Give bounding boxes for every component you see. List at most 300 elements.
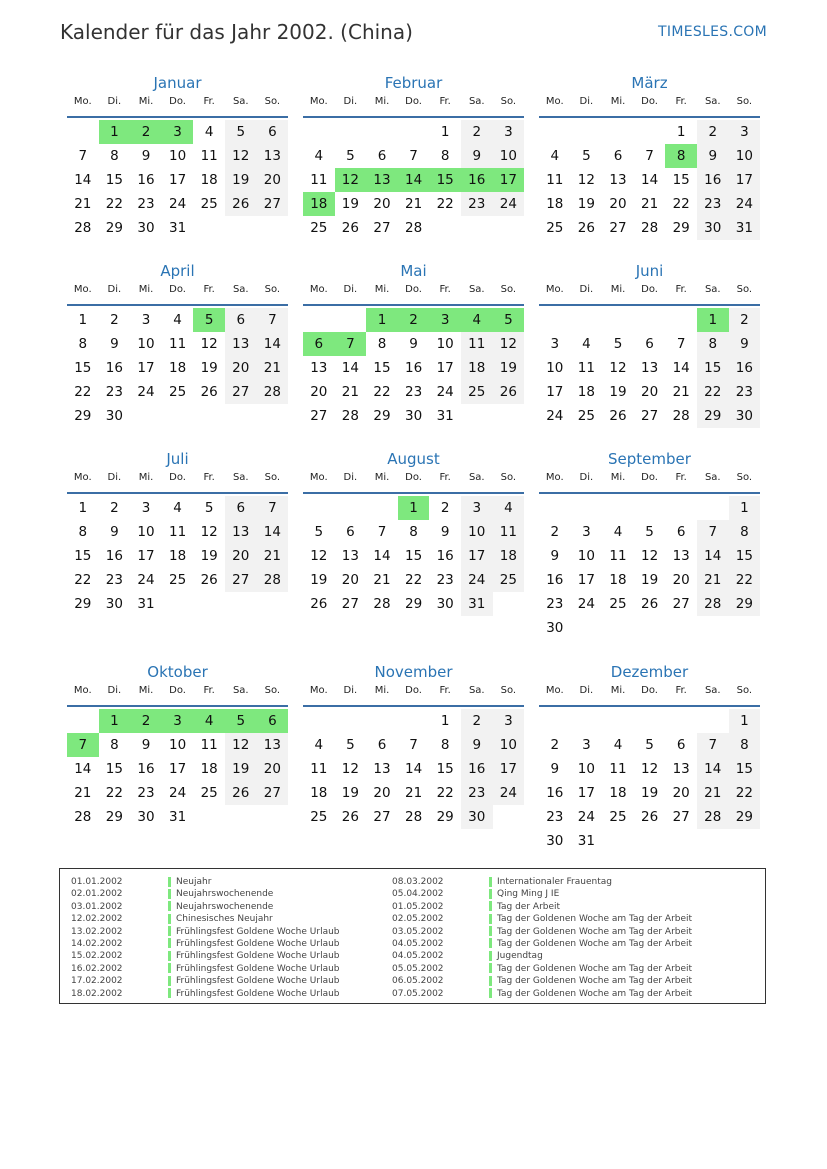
empty-cell: [539, 120, 571, 144]
day-cell: 4: [173, 312, 182, 328]
day-cell: 26: [341, 809, 359, 825]
day-cell: 16: [404, 360, 423, 376]
day-cell: 12: [200, 524, 218, 540]
weekday-label: Di.: [343, 284, 358, 295]
day-cell: 7: [697, 520, 729, 544]
day-cell: 6: [377, 148, 387, 164]
month-name: Februar: [384, 74, 443, 92]
day-cell: 9: [110, 524, 119, 540]
holiday-day: 4: [461, 308, 493, 332]
day-cell: 30: [137, 220, 155, 236]
day-cell: 4: [613, 524, 623, 540]
day-grid: [303, 496, 524, 616]
weekday-label: Fr.: [439, 284, 451, 295]
holiday-marker-icon: [489, 951, 492, 961]
day-grid: [67, 120, 288, 240]
day-cell: 10: [546, 360, 564, 376]
day-cell: 2: [461, 120, 493, 144]
day-cell: 27: [640, 408, 659, 424]
day-cell: 29: [672, 220, 690, 236]
weekday-label: Do.: [169, 472, 186, 483]
weekday-label: Di.: [107, 284, 122, 295]
day-cell: 9: [440, 524, 450, 540]
legend-holiday-name: Tag der Arbeit: [497, 901, 561, 912]
holiday-day: 7: [335, 332, 367, 356]
day-cell: 20: [609, 196, 627, 212]
day-cell: 10: [493, 144, 525, 168]
day-cell: 24: [493, 781, 525, 805]
day-cell: 18: [200, 761, 218, 777]
day-cell: 23: [137, 785, 155, 801]
day-cell: 2: [110, 500, 119, 516]
day-cell: 28: [640, 220, 659, 236]
brand-link[interactable]: TIMESLES.COM: [658, 24, 767, 40]
holiday-legend: [59, 868, 766, 1004]
legend-holiday-name: Neujahrswochenende: [176, 889, 274, 900]
empty-cell: [335, 120, 367, 144]
day-cell: 25: [546, 220, 564, 236]
holiday-day: 1: [99, 709, 131, 733]
empty-cell: [634, 120, 666, 144]
day-cell: 19: [225, 757, 257, 781]
weekday-label: Fr.: [675, 96, 687, 107]
holiday-marker-icon: [168, 914, 171, 924]
weekday-label: Sa.: [232, 96, 249, 107]
day-cell: 3: [141, 500, 151, 516]
day-cell: 21: [341, 384, 359, 400]
day-cell: 19: [341, 785, 359, 801]
day-cell: 7: [645, 148, 654, 164]
weekday-label: Fr.: [203, 96, 215, 107]
day-cell: 20: [672, 572, 690, 588]
day-cell: 2: [461, 709, 493, 733]
day-cell: 3: [729, 120, 761, 144]
month-mai: [303, 260, 524, 428]
day-cell: 4: [314, 737, 324, 753]
weekday-header: [539, 470, 760, 494]
day-cell: 13: [257, 144, 289, 168]
month-februar: [303, 72, 524, 240]
day-cell: 10: [461, 520, 493, 544]
day-cell: 1: [676, 124, 686, 140]
legend-holiday-name: Tag der Goldenen Woche am Tag der Arbeit: [497, 938, 693, 949]
day-cell: 5: [645, 737, 654, 753]
day-cell: 12: [609, 360, 627, 376]
empty-cell: [571, 120, 603, 144]
day-cell: 14: [640, 172, 659, 188]
holiday-day: 8: [665, 144, 697, 168]
day-cell: 26: [640, 809, 659, 825]
day-cell: 17: [168, 172, 187, 188]
day-cell: 6: [613, 148, 623, 164]
day-cell: 17: [137, 360, 155, 376]
day-cell: 29: [729, 805, 761, 829]
day-cell: 5: [225, 120, 257, 144]
day-cell: 9: [697, 144, 729, 168]
legend-holiday-name: Tag der Goldenen Woche am Tag der Arbeit: [497, 988, 693, 999]
weekday-label: So.: [500, 96, 517, 107]
day-cell: 21: [257, 356, 289, 380]
day-cell: 19: [200, 360, 218, 376]
day-cell: 5: [314, 524, 324, 540]
day-cell: 22: [436, 785, 454, 801]
holiday-day: 16: [461, 168, 493, 192]
empty-cell: [539, 308, 571, 332]
day-cell: 10: [577, 761, 595, 777]
day-cell: 6: [676, 524, 686, 540]
day-cell: 6: [346, 524, 355, 540]
holiday-marker-icon: [489, 988, 492, 998]
legend-column-right: [392, 876, 692, 1000]
day-cell: 1: [729, 709, 761, 733]
day-cell: 29: [74, 408, 92, 424]
day-cell: 20: [257, 757, 289, 781]
weekday-label: Fr.: [203, 685, 215, 696]
legend-holiday-name: Frühlingsfest Goldene Woche Urlaub: [176, 963, 340, 974]
month-juli: [67, 448, 288, 616]
day-cell: 26: [640, 596, 659, 612]
day-cell: 29: [697, 404, 729, 428]
day-cell: 6: [225, 308, 257, 332]
day-cell: 23: [697, 192, 729, 216]
day-cell: 5: [204, 500, 214, 516]
day-cell: 10: [168, 148, 187, 164]
holiday-day: 1: [697, 308, 729, 332]
weekday-label: Sa.: [232, 685, 249, 696]
weekday-label: Fr.: [203, 284, 215, 295]
day-cell: 23: [105, 572, 123, 588]
legend-row: [71, 975, 340, 987]
day-cell: 29: [436, 809, 454, 825]
holiday-marker-icon: [489, 877, 492, 887]
month-januar: [67, 72, 288, 240]
day-cell: 20: [225, 356, 257, 380]
day-cell: 30: [697, 216, 729, 240]
day-cell: 28: [341, 408, 359, 424]
empty-cell: [602, 496, 634, 520]
day-cell: 12: [225, 144, 257, 168]
day-cell: 13: [373, 761, 391, 777]
day-cell: 2: [550, 737, 560, 753]
day-cell: 22: [373, 384, 391, 400]
holiday-marker-icon: [489, 926, 492, 936]
day-cell: 24: [729, 192, 761, 216]
day-cell: 21: [697, 781, 729, 805]
holiday-day: 3: [429, 308, 461, 332]
day-cell: 14: [257, 520, 289, 544]
day-cell: 7: [409, 737, 418, 753]
day-cell: 31: [729, 216, 761, 240]
day-cell: 19: [310, 572, 328, 588]
day-cell: 1: [78, 500, 88, 516]
weekday-label: Mi.: [610, 685, 626, 696]
empty-cell: [602, 120, 634, 144]
day-cell: 2: [729, 308, 761, 332]
weekday-label: Di.: [579, 685, 594, 696]
day-cell: 18: [461, 356, 493, 380]
day-cell: 15: [729, 757, 761, 781]
day-cell: 17: [577, 785, 595, 801]
day-cell: 3: [461, 496, 493, 520]
empty-cell: [303, 496, 335, 520]
empty-cell: [571, 496, 603, 520]
day-cell: 17: [436, 360, 454, 376]
day-cell: 13: [310, 360, 328, 376]
day-cell: 31: [168, 809, 187, 825]
weekday-label: Sa.: [704, 96, 721, 107]
day-cell: 16: [461, 757, 493, 781]
weekday-label: Fr.: [439, 472, 451, 483]
legend-date: 08.03.2002: [392, 877, 444, 887]
holiday-day: 6: [303, 332, 335, 356]
day-cell: 4: [582, 336, 591, 352]
weekday-label: Di.: [107, 472, 122, 483]
day-cell: 14: [74, 761, 92, 777]
day-grid: [303, 709, 524, 829]
day-cell: 22: [74, 384, 92, 400]
day-cell: 14: [74, 172, 92, 188]
day-cell: 24: [546, 408, 564, 424]
day-cell: 7: [78, 148, 88, 164]
day-cell: 23: [436, 572, 454, 588]
legend-date: 13.02.2002: [71, 926, 123, 937]
empty-cell: [366, 120, 398, 144]
day-cell: 12: [640, 761, 659, 777]
weekday-header: [67, 683, 288, 707]
legend-date: 02.01.2002: [71, 889, 123, 900]
empty-cell: [602, 308, 634, 332]
day-cell: 22: [436, 196, 454, 212]
day-cell: 7: [257, 496, 289, 520]
empty-cell: [539, 496, 571, 520]
day-cell: 25: [577, 408, 595, 424]
holiday-marker-icon: [168, 901, 171, 911]
legend-date: 06.05.2002: [392, 976, 444, 987]
month-april: [67, 260, 288, 428]
day-cell: 22: [697, 380, 729, 404]
day-cell: 10: [436, 336, 454, 352]
day-cell: 6: [645, 336, 654, 352]
legend-holiday-name: Tag der Goldenen Woche am Tag der Arbeit: [497, 963, 693, 974]
weekday-label: Mo.: [73, 685, 92, 696]
day-cell: 27: [373, 809, 391, 825]
day-cell: 21: [672, 384, 690, 400]
day-cell: 15: [697, 356, 729, 380]
holiday-day: 5: [193, 308, 225, 332]
day-cell: 4: [173, 500, 182, 516]
weekday-label: Do.: [405, 472, 422, 483]
day-cell: 20: [373, 785, 391, 801]
weekday-label: So.: [500, 284, 517, 295]
weekday-header: [539, 94, 760, 118]
day-cell: 29: [729, 592, 761, 616]
legend-date: 18.02.2002: [71, 988, 123, 999]
day-cell: 27: [310, 408, 328, 424]
weekday-label: Mi.: [374, 472, 390, 483]
day-cell: 12: [225, 733, 257, 757]
day-cell: 8: [78, 336, 88, 352]
weekday-label: Di.: [579, 472, 594, 483]
weekday-label: Mi.: [138, 685, 154, 696]
weekday-label: Fr.: [675, 472, 687, 483]
legend-holiday-name: Frühlingsfest Goldene Woche Urlaub: [176, 926, 340, 937]
day-cell: 19: [609, 384, 627, 400]
day-cell: 10: [493, 733, 525, 757]
day-cell: 1: [440, 124, 450, 140]
month-name: Juni: [635, 262, 664, 280]
day-cell: 11: [461, 332, 493, 356]
weekday-label: Sa.: [704, 472, 721, 483]
day-cell: 13: [341, 548, 359, 564]
empty-cell: [335, 496, 367, 520]
day-cell: 27: [672, 809, 690, 825]
legend-date: 12.02.2002: [71, 914, 123, 925]
weekday-label: Sa.: [232, 284, 249, 295]
weekday-label: Fr.: [439, 685, 451, 696]
day-cell: 9: [141, 737, 151, 753]
weekday-label: Fr.: [675, 685, 687, 696]
day-cell: 7: [377, 524, 387, 540]
month-name: Oktober: [147, 663, 208, 681]
day-cell: 5: [346, 737, 355, 753]
day-cell: 7: [257, 308, 289, 332]
day-cell: 19: [640, 572, 659, 588]
day-grid: [303, 308, 524, 428]
day-cell: 21: [640, 196, 659, 212]
legend-row: [392, 975, 692, 987]
day-cell: 10: [577, 548, 595, 564]
day-cell: 20: [640, 384, 659, 400]
day-cell: 23: [105, 384, 123, 400]
weekday-label: So.: [264, 284, 281, 295]
day-cell: 11: [168, 336, 187, 352]
day-cell: 21: [373, 572, 391, 588]
day-cell: 20: [225, 544, 257, 568]
day-cell: 18: [493, 544, 525, 568]
day-cell: 10: [137, 524, 155, 540]
day-cell: 25: [461, 380, 493, 404]
day-cell: 25: [310, 809, 328, 825]
day-cell: 21: [74, 196, 92, 212]
weekday-label: So.: [500, 472, 517, 483]
day-cell: 18: [168, 548, 187, 564]
legend-row: [71, 988, 340, 1000]
day-cell: 11: [577, 360, 595, 376]
legend-holiday-name: Frühlingsfest Goldene Woche Urlaub: [176, 938, 340, 949]
day-cell: 17: [493, 757, 525, 781]
empty-cell: [571, 709, 603, 733]
legend-date: 01.01.2002: [71, 877, 123, 887]
weekday-header: [303, 683, 524, 707]
weekday-label: Do.: [169, 685, 186, 696]
day-cell: 13: [225, 520, 257, 544]
weekday-label: So.: [736, 284, 753, 295]
day-cell: 24: [137, 384, 155, 400]
day-cell: 14: [672, 360, 690, 376]
weekday-label: Do.: [641, 685, 658, 696]
day-cell: 29: [74, 596, 92, 612]
day-cell: 9: [461, 733, 493, 757]
holiday-day: 5: [225, 709, 257, 733]
weekday-label: Do.: [169, 284, 186, 295]
empty-cell: [335, 308, 367, 332]
day-cell: 22: [105, 785, 123, 801]
legend-date: 04.05.2002: [392, 938, 444, 949]
day-grid: [539, 496, 760, 640]
weekday-label: Mi.: [374, 284, 390, 295]
day-cell: 28: [404, 220, 423, 236]
holiday-marker-icon: [168, 926, 171, 936]
day-cell: 30: [404, 408, 423, 424]
day-cell: 28: [74, 809, 92, 825]
day-cell: 23: [546, 596, 564, 612]
weekday-label: Sa.: [468, 685, 485, 696]
day-cell: 30: [461, 805, 493, 829]
holiday-day: 13: [366, 168, 398, 192]
empty-cell: [398, 120, 430, 144]
page-title: Kalender für das Jahr 2002. (China): [60, 20, 413, 44]
empty-cell: [665, 709, 697, 733]
day-cell: 15: [404, 548, 423, 564]
day-cell: 25: [609, 809, 627, 825]
month-name: April: [160, 262, 195, 280]
legend-row: [392, 888, 692, 900]
day-cell: 25: [310, 220, 328, 236]
day-cell: 24: [493, 192, 525, 216]
weekday-label: So.: [736, 472, 753, 483]
day-cell: 30: [436, 596, 454, 612]
day-cell: 11: [200, 737, 218, 753]
weekday-label: Mo.: [309, 472, 328, 483]
day-cell: 30: [546, 620, 564, 636]
holiday-day: 1: [398, 496, 430, 520]
empty-cell: [67, 709, 99, 733]
day-cell: 13: [225, 332, 257, 356]
weekday-label: Mo.: [73, 96, 92, 107]
weekday-label: Mo.: [73, 472, 92, 483]
day-cell: 3: [582, 524, 591, 540]
day-cell: 5: [645, 524, 654, 540]
day-cell: 18: [609, 785, 627, 801]
legend-row: [392, 926, 692, 938]
legend-row: [71, 938, 340, 950]
day-cell: 6: [225, 496, 257, 520]
day-cell: 17: [546, 384, 564, 400]
day-cell: 16: [137, 761, 155, 777]
day-cell: 14: [697, 757, 729, 781]
weekday-label: Mo.: [309, 284, 328, 295]
day-cell: 17: [137, 548, 155, 564]
day-cell: 7: [676, 336, 686, 352]
day-cell: 9: [110, 336, 119, 352]
day-cell: 4: [314, 148, 324, 164]
legend-row: [71, 950, 340, 962]
day-cell: 23: [729, 380, 761, 404]
day-cell: 31: [461, 592, 493, 616]
legend-holiday-name: Qing Ming J IE: [497, 889, 560, 900]
day-cell: 12: [310, 548, 328, 564]
day-cell: 19: [200, 548, 218, 564]
legend-row: [71, 913, 340, 925]
weekday-label: Sa.: [232, 472, 249, 483]
day-cell: 19: [341, 196, 359, 212]
legend-date: 02.05.2002: [392, 914, 444, 925]
empty-cell: [303, 120, 335, 144]
day-cell: 18: [310, 785, 328, 801]
holiday-marker-icon: [168, 889, 171, 899]
day-cell: 25: [168, 572, 187, 588]
legend-date: 04.05.2002: [392, 951, 444, 962]
